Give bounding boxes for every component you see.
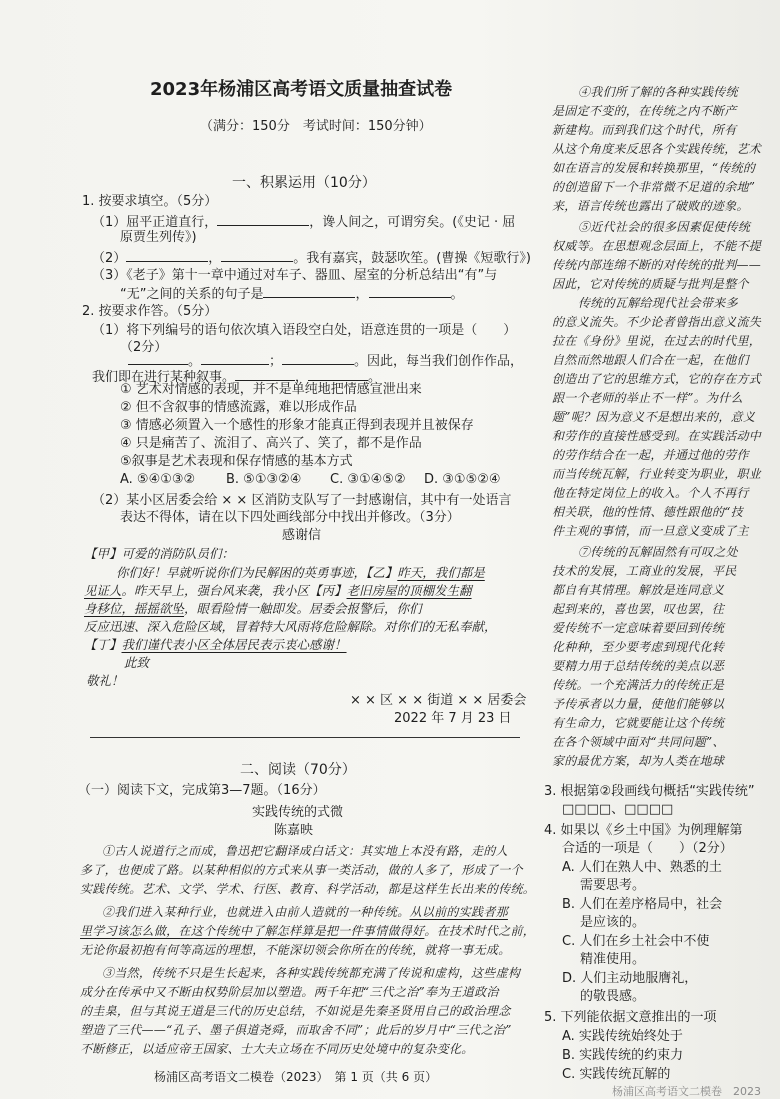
article-author: 陈嘉映 [274,823,314,838]
para7-line: 予传承者以力量，使他们能够以 [552,697,725,711]
article-title: 实践传统的式微 [252,805,344,820]
para7-line: 化种种，至少要考虑到现代化转 [552,640,725,654]
q1-line1c: 原贾生列传》) [120,230,197,245]
q1-line3: （3）《老子》第十一章中通过对车子、器皿、屋室的分析总结出“有”与 [92,268,498,283]
q2-item: ② 但不含叙事的情感流露，难以形成作品 [120,400,357,415]
para6-line: 和劳作的直接性感受到。在实践活动中 [552,429,762,443]
q4-option-c[interactable]: C. 人们在乡土社会中不使 [562,934,710,949]
para2-line: ②我们进入某种行业，也就进入由前人造就的一种传统。从以前的实践者那 [102,905,508,919]
q4-option-a[interactable]: A. 人们在熟人中、熟悉的土 [562,860,722,875]
para3-line: 的圭臬，但与其说王道是三代的历史总结，不如说是先秦圣贤用自己的政治理念 [80,1004,511,1018]
q4-option-b[interactable]: B. 人们在差序格局中，社会 [562,897,723,912]
q2-blank-1[interactable] [128,352,188,365]
q2-item: ⑤叙事是艺术表现和保存情感的基本方式 [120,454,353,469]
q2-blank-5[interactable] [308,368,368,381]
para4-line: 新建构。而到我们这个时代，所有 [552,123,737,137]
para7-line: 要精力用于总结传统的美点以恶 [552,659,725,673]
para2-line: 里学习该怎么做，在这个传统中了解怎样算是把一件事情做得好。在技术时代之前， [80,924,536,938]
letter-salutation: 【甲】可爱的消防队员们： [84,546,235,561]
q2-blank-2[interactable] [201,352,269,365]
para1-line: ①古人说道行之而成，鲁迅把它翻译成白话文：其实地上本没有路，走的人 [102,844,508,858]
para6-line: 件主观的事情，而一旦意义变成了主 [552,524,749,538]
para6-line: 的意义流失。不少论者曾指出意义流失 [552,315,762,329]
para6-line: 的劳作结合在一起，并通过他的劳作 [552,448,749,462]
para7-line: 传统。一个充满活力的传统正是 [552,678,725,692]
q1-line2: （2） ， 。我有嘉宾，鼓瑟吹笙。(曹操《短歌行》) [92,251,531,266]
letter-line1: 你们好！早就听说你们为民解困的英勇事迹，【乙】昨天，我们都是 [116,565,485,580]
letter-line4: 反应迅速、深入危险区域，冒着特大风雨将危险解除。对你们的无私奉献， [84,619,497,634]
letter-date: 2022 年 7 月 23 日 [394,711,512,726]
q4-option-b-cont: 是应该的。 [580,915,646,930]
q2-item: ③ 情感必须置入一个感性的形象才能真正得到表现并且被保存 [120,418,474,433]
letter-underline-yi: 昨天，我们都是 [397,565,485,580]
para5-line: 因此，它对传统的质疑与批判是整个 [552,277,749,291]
q2-part2b: 表达不得体，请在以下四处画线部分中找出并修改。（3分） [120,510,460,525]
letter-title: 感谢信 [282,528,322,543]
q3-stem: 3. 根据第②段画线句概括“实践传统” [544,784,755,799]
para4-line: 是固定不变的，在传统之内不断产 [552,104,737,118]
para1-line: 多了，也便成了路。以某种相似的方式来从事一类活动，做的人多了，形成了一个 [80,863,523,877]
letter-line5: 【丁】我们谨代表小区全体居民表示衷心感谢！ [84,637,347,652]
para5-line: 权威等。在思想观念层面上，不能不提 [552,239,762,253]
q1-line1: （1）屈平正道直行， ，谗人间之，可谓穷矣。(《史记 · 屈 [92,215,516,230]
para7-line: 都自有其情理。解放是连同意义 [552,583,725,597]
q2-item: ④ 只是痛苦了、流泪了、高兴了、笑了，都不是作品 [120,436,422,451]
para6-line: 自然而然地跟人们合在一起，在他们 [552,353,749,367]
para6-line: 题”呢？因为意义不是想出来的，意义 [552,410,756,424]
divider [90,737,520,738]
q2-item: ① 艺术对情感的表现，并不是单纯地把情感宣泄出来 [120,382,422,397]
letter-line3: 身移位，摇摇欲坠，眼看险情一触即发。居委会报警后，你们 [84,601,422,616]
q4-option-c-cont: 精准使用。 [580,952,646,967]
q4-stem2: 合适的一项是（ ）（2分） [562,841,733,856]
para6-line: 他在特定岗位上的收入。个人不再行 [552,486,749,500]
para7-line: 技术的发展，工商业的发展，平民 [552,564,737,578]
para3-line: 不断修正，以适应帝王国家、士大夫立场在不同历史处境中的复杂变化。 [80,1042,474,1056]
q2-part2: （2）某小区居委会给 × × 区消防支队写了一封感谢信，其中有一处语言 [92,493,512,508]
left-column [72,0,534,1099]
letter-underline-bing: 老旧房屋的顶棚发生翻 [346,583,472,598]
para6-line: 跟一个老师的举止不一样”。为什么 [552,391,743,405]
reading-part1: （一）阅读下文，完成第3—7题。（16分） [78,783,326,798]
page-footer: 杨浦区高考语文二模卷（2023） 第 1 页（共 6 页） [154,1070,438,1084]
para6-line: 而当传统瓦解，行业转变为职业，职业 [552,467,762,481]
q2-option-a[interactable]: A. ⑤④①③② [120,472,196,487]
q2-fill-line2: 我们即在进行某种叙事。 ， 。 [92,370,382,385]
q2-fill-line: 。 ； 。因此，每当我们创作作品， [128,352,523,370]
right-column [542,0,780,1099]
q2-option-c[interactable]: C. ③①④⑤② [330,472,406,487]
q5-option-c[interactable]: C. 实践传统瓦解的 [562,1067,671,1082]
para5-line: ⑤近代社会的很多因素促使传统 [578,220,751,234]
letter-cizhi: 此致 [124,655,150,670]
page-title: 2023年杨浦区高考语文质量抽查试卷 [150,79,453,100]
para6-line: 相关联，他的性情、德性跟他的“技 [552,505,743,519]
letter-line2: 见证人。昨天早上，强台风来袭，我小区【丙】老旧房屋的顶棚发生翻 [84,583,472,598]
letter-underline-ding: 我们谨代表小区全体居民表示衷心感谢！ [121,637,347,652]
para2-underline: 从以前的实践者那 [409,905,508,919]
para6-line: 拉在《身份》里说，在过去的时代里， [552,334,762,348]
q2-stem: 2. 按要求作答。（5分） [82,304,218,319]
q4-option-d-cont: 的敬畏感。 [580,989,646,1004]
q1-blank-3[interactable] [221,249,293,262]
para1-line: 实践传统。艺术、文学、学术、行医、教育、科学活动，都是这样生长出来的传统。 [80,882,536,896]
q2-part1-score: （2分） [120,340,168,355]
para2-line: 无论你最初抱有何等高远的理想，不能深切领会你所在的传统，就将一事无成。 [80,943,511,957]
q2-option-d[interactable]: D. ③①⑤②④ [424,472,501,487]
q4-stem: 4. 如果以《乡土中国》为例理解第 [544,823,743,838]
para3-line: 成分在传承中又不断由权势阶层加以塑造。两千年把“三代之治”奉为王道政治 [80,985,499,999]
q5-option-b[interactable]: B. 实践传统的约束力 [562,1048,684,1063]
q4-option-d[interactable]: D. 人们主动地服膺礼， [562,971,698,986]
para7-line: 家的最优方案，却为人类在地球 [552,754,725,768]
q2-blank-4[interactable] [235,368,295,381]
section1-heading: 一、积累运用（10分） [232,175,376,191]
para4-line: ④我们所了解的各种实践传统 [578,85,738,99]
q1-blank-4[interactable] [263,285,355,298]
letter-signature: × × 区 × × 街道 × × 居委会 [350,693,527,708]
q1-line3b: “无”之间的关系的句子是 ， 。 [120,287,464,302]
para5-line: 传统内部连绵不断的对传统的批判—— [552,258,762,272]
right-footer: 杨浦区高考语文二模卷 2023 [612,1085,761,1098]
q2-blank-3[interactable] [282,352,354,365]
para7-line: ⑦传统的瓦解固然有可叹之处 [578,545,738,559]
section2-heading: 二、阅读（70分） [240,762,356,778]
para3-line: 塑造了三代——“孔子、墨子俱道尧舜，而取舍不同”；此后的岁月中“三代之治” [80,1023,512,1037]
para4-line: 来，语言传统也露出了破败的迹象。 [552,199,749,213]
q5-option-a[interactable]: A. 实践传统始终处于 [562,1029,683,1044]
q1-stem: 1. 按要求填空。（5分） [82,194,218,209]
para7-line: 起到来的，喜也罢，叹也罢，往 [552,602,725,616]
q1-blank-5[interactable] [369,285,451,298]
q2-part1: （1）将下列编号的语句依次填入语段空白处，语意连贯的一项是（ ） [92,323,517,338]
para3-line: ③当然，传统不只是生长起来，各种实践传统都充满了传说和虚构，这些虚构 [102,966,521,980]
q3-answer-boxes[interactable]: □□□□、□□□□ [562,802,674,817]
para4-line: 如在语言的发展和转换那里，“传统的 [552,161,756,175]
para6-line: 传统的瓦解给现代社会带来多 [578,296,738,310]
para4-line: 的创造留下一个非常微不足道的余地” [552,180,756,194]
para6-line: 创造出了它的思维方式，它的存在方式 [552,372,762,386]
page-subtitle: （满分：150分 考试时间：150分钟） [200,119,432,134]
q5-stem: 5. 下列能依据文意推出的一项 [544,1010,717,1025]
q2-option-b[interactable]: B. ⑤①③②④ [226,472,302,487]
letter-jingli: 敬礼！ [86,673,124,688]
q4-option-a-cont: 需要思考。 [580,878,646,893]
para7-line: 在各个领域中面对“共同问题”、 [552,735,725,749]
para4-line: 从这个角度来反思各个实践传统，艺术 [552,142,762,156]
para7-line: 爱传统不一定意味着要回到传统 [552,621,725,635]
para7-line: 有生命力，它就要能让这个传统 [552,716,725,730]
q1-blank-1[interactable] [217,213,309,226]
q1-blank-2[interactable] [126,249,208,262]
